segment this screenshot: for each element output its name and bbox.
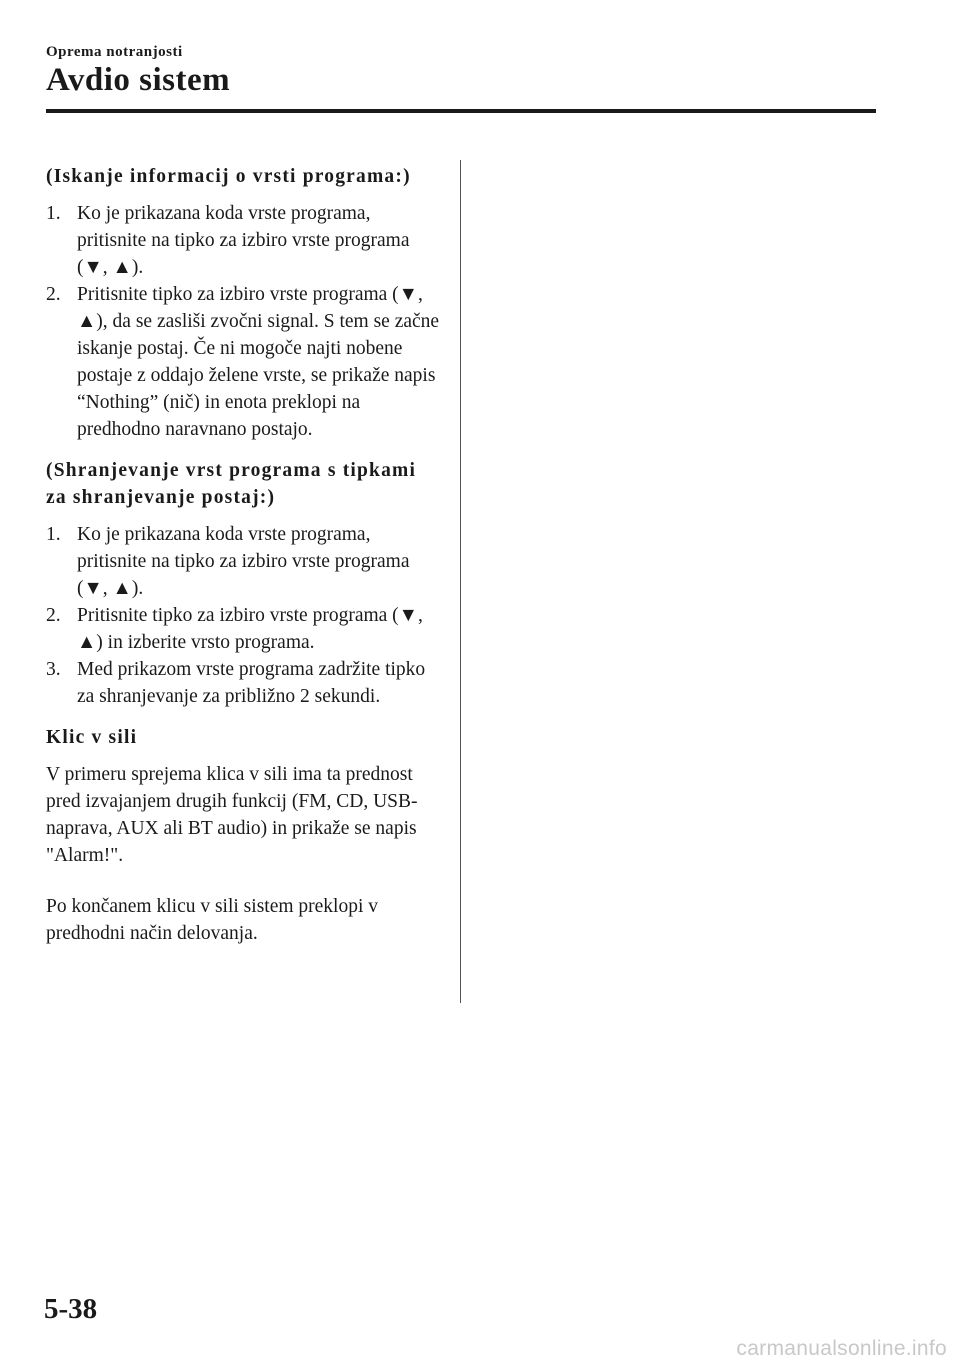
title-rule [46, 109, 876, 113]
step-number: 2. [46, 284, 61, 305]
watermark: carmanualsonline.info [736, 1337, 947, 1360]
emergency-heading: Klic v sili [46, 727, 138, 748]
step-number: 1. [46, 203, 61, 224]
column-divider [460, 160, 461, 1003]
page-number: 5-38 [44, 1293, 98, 1325]
step-text: Med prikazom vrste programa zadržite tipko za shranjevanje za približno 2 sekundi. [77, 659, 426, 707]
step-number: 2. [46, 605, 61, 626]
list-item [46, 656, 442, 710]
section-label: Oprema notranjosti [46, 44, 183, 60]
list-item [46, 521, 442, 602]
search-steps [46, 200, 442, 443]
store-heading: (Shranjevanje vrst programa s tipkami za shranjevanje postaj:) [46, 460, 417, 508]
list-item [46, 281, 442, 443]
list-item [46, 602, 442, 656]
step-text: Pritisnite tipko za izbiro vrste programa (▼, ▲), da se zasliši zvočni signal. S tem se začne iskanje postaj. Če ni mogoče najti nobene postaje z oddajo želene vrste, se prikaže napis “Nothing” (nič) in enota preklopi na predhodno naravnano postajo. [77, 284, 440, 440]
list-item [46, 200, 442, 281]
step-text: Ko je prikazana koda vrste programa, pritisnite na tipko za izbiro vrste programa (▼, ▲). [77, 524, 410, 599]
step-text: Ko je prikazana koda vrste programa, pritisnite na tipko za izbiro vrste programa (▼, ▲). [77, 203, 410, 278]
step-text: Pritisnite tipko za izbiro vrste programa (▼, ▲) in izberite vrsto programa. [77, 605, 423, 653]
step-number: 3. [46, 659, 61, 680]
store-steps [46, 521, 442, 710]
chapter-title: Avdio sistem [46, 62, 231, 98]
search-heading: (Iskanje informacij o vrsti programa:) [46, 166, 411, 187]
main-column [46, 163, 442, 957]
step-number: 1. [46, 524, 61, 545]
emergency-paragraph: Po končanem klicu v sili sistem preklopi v predhodni način delovanja. [46, 896, 379, 944]
emergency-paragraph: V primeru sprejema klica v sili ima ta prednost pred izvajanjem drugih funkcij (FM, CD, USB-naprava, AUX ali BT audio) in prikaže se napis "Alarm!". [46, 764, 418, 866]
